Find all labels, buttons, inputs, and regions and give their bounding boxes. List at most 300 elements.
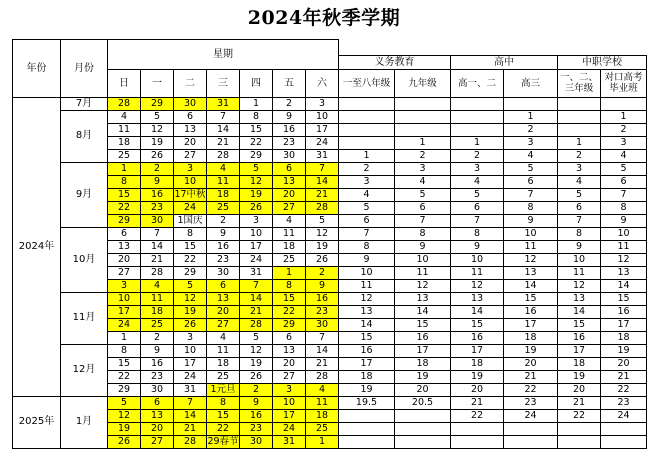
day-cell: 2 xyxy=(141,331,174,344)
day-cell: 18 xyxy=(306,409,339,422)
day-cell: 8 xyxy=(174,227,207,240)
day-cell: 11 xyxy=(141,292,174,305)
table-row xyxy=(13,110,647,123)
week-number-cell: 16 xyxy=(504,305,558,318)
day-cell: 22 xyxy=(240,136,273,149)
week-number-cell: 23 xyxy=(601,396,647,409)
day-cell: 24 xyxy=(108,318,141,331)
week-number-cell: 2 xyxy=(451,149,504,162)
week-number-cell: 3 xyxy=(504,136,558,149)
day-cell: 27 xyxy=(207,318,240,331)
week-number-cell: 10 xyxy=(395,253,451,266)
week-number-cell xyxy=(558,97,601,110)
day-cell: 3 xyxy=(306,97,339,110)
weekday-header: 四 xyxy=(240,69,273,97)
day-cell: 23 xyxy=(240,422,273,435)
day-cell: 4 xyxy=(207,162,240,175)
week-number-cell: 1 xyxy=(601,110,647,123)
table-row xyxy=(13,422,647,435)
week-number-cell: 9 xyxy=(558,240,601,253)
month-cell: 10月 xyxy=(61,227,108,292)
day-cell: 17 xyxy=(273,409,306,422)
day-cell: 19 xyxy=(240,357,273,370)
day-cell: 29春节 xyxy=(207,435,239,447)
week-number-cell: 22 xyxy=(558,409,601,422)
day-cell: 2 xyxy=(240,383,273,396)
week-number-cell: 13 xyxy=(451,292,504,305)
day-cell: 25 xyxy=(273,253,306,266)
week-number-cell: 14 xyxy=(451,305,504,318)
day-cell: 28 xyxy=(306,370,339,383)
day-cell: 9 xyxy=(141,175,174,188)
table-row xyxy=(13,370,647,383)
week-number-cell: 13 xyxy=(339,305,395,318)
day-cell: 25 xyxy=(306,422,339,435)
week-number-cell: 13 xyxy=(558,292,601,305)
month-cell: 7月 xyxy=(61,97,108,110)
day-cell: 11 xyxy=(273,227,306,240)
day-cell: 9 xyxy=(240,396,273,409)
week-number-cell: 24 xyxy=(601,409,647,422)
week-number-cell: 13 xyxy=(601,266,647,279)
table-row xyxy=(13,188,647,201)
week-number-cell: 18 xyxy=(601,331,647,344)
week-number-cell: 15 xyxy=(339,331,395,344)
week-number-cell: 13 xyxy=(395,292,451,305)
week-number-cell: 7 xyxy=(558,214,601,227)
week-number-cell: 20 xyxy=(558,383,601,396)
day-cell: 29 xyxy=(174,266,207,279)
day-cell: 10 xyxy=(174,344,207,357)
day-cell: 13 xyxy=(207,292,240,305)
day-cell: 5 xyxy=(141,110,174,123)
week-number-cell: 11 xyxy=(395,266,451,279)
day-cell: 14 xyxy=(141,240,174,253)
table-row xyxy=(13,214,647,227)
day-cell: 7 xyxy=(306,162,339,175)
week-number-cell xyxy=(451,435,504,448)
sub-header-senior3: 高三 xyxy=(504,69,558,97)
day-cell: 25 xyxy=(108,149,141,162)
day-cell: 14 xyxy=(174,409,207,422)
week-number-cell: 6 xyxy=(504,175,558,188)
day-cell: 16 xyxy=(207,240,240,253)
day-cell: 19 xyxy=(240,188,273,201)
calendar-table xyxy=(12,39,647,449)
day-cell: 23 xyxy=(141,201,174,214)
day-cell: 14 xyxy=(240,292,273,305)
day-cell: 1国庆 xyxy=(174,214,207,227)
day-cell: 22 xyxy=(108,370,141,383)
week-number-cell: 3 xyxy=(395,162,451,175)
day-cell: 8 xyxy=(108,344,141,357)
day-cell: 27 xyxy=(174,149,207,162)
week-number-cell xyxy=(395,435,451,448)
table-row xyxy=(13,123,647,136)
day-cell: 1 xyxy=(306,435,339,448)
week-number-cell: 10 xyxy=(601,227,647,240)
week-number-cell: 4 xyxy=(504,149,558,162)
day-cell: 30 xyxy=(141,214,174,227)
day-cell: 12 xyxy=(108,409,141,422)
day-cell: 29 xyxy=(273,318,306,331)
week-number-cell: 18 xyxy=(558,357,601,370)
day-cell: 24 xyxy=(273,422,306,435)
week-number-cell: 2 xyxy=(558,149,601,162)
day-cell: 1 xyxy=(108,331,141,344)
week-number-cell: 14 xyxy=(601,279,647,292)
day-cell: 8 xyxy=(273,279,306,292)
week-number-cell: 7 xyxy=(601,188,647,201)
day-cell: 15 xyxy=(174,240,207,253)
day-cell: 17 xyxy=(240,240,273,253)
week-number-cell: 3 xyxy=(339,175,395,188)
week-number-cell xyxy=(601,97,647,110)
week-number-cell: 19 xyxy=(451,370,504,383)
day-cell: 20 xyxy=(273,357,306,370)
week-number-cell: 3 xyxy=(451,162,504,175)
week-number-cell: 14 xyxy=(339,318,395,331)
week-number-cell: 3 xyxy=(558,162,601,175)
week-number-cell: 16 xyxy=(451,331,504,344)
day-cell: 1 xyxy=(108,162,141,175)
day-cell: 23 xyxy=(306,305,339,318)
week-number-cell xyxy=(601,435,647,448)
weekday-header: 一 xyxy=(141,69,174,97)
day-cell: 19 xyxy=(141,136,174,149)
table-row xyxy=(13,253,647,266)
week-number-cell: 14 xyxy=(558,305,601,318)
week-number-cell xyxy=(339,136,395,149)
day-cell: 8 xyxy=(108,175,141,188)
week-number-cell: 9 xyxy=(339,253,395,266)
week-number-cell: 15 xyxy=(601,292,647,305)
week-number-cell: 16 xyxy=(601,305,647,318)
week-number-cell: 21 xyxy=(558,396,601,409)
day-cell: 21 xyxy=(306,188,339,201)
week-number-cell: 17 xyxy=(339,357,395,370)
week-number-cell: 18 xyxy=(395,357,451,370)
week-number-cell xyxy=(339,123,395,136)
week-number-cell xyxy=(395,409,451,422)
day-cell: 6 xyxy=(273,331,306,344)
day-cell: 21 xyxy=(306,357,339,370)
month-header: 月份 xyxy=(61,40,108,98)
day-cell: 28 xyxy=(306,201,339,214)
week-number-cell: 21 xyxy=(601,370,647,383)
week-number-cell: 5 xyxy=(451,188,504,201)
day-cell: 12 xyxy=(174,292,207,305)
day-cell: 31 xyxy=(207,97,240,110)
week-number-cell xyxy=(395,422,451,435)
day-cell: 9 xyxy=(273,110,306,123)
day-cell: 6 xyxy=(108,227,141,240)
day-cell: 8 xyxy=(240,110,273,123)
day-cell: 5 xyxy=(174,279,207,292)
day-cell: 27 xyxy=(273,201,306,214)
day-cell: 5 xyxy=(240,331,273,344)
week-number-cell: 20 xyxy=(601,357,647,370)
day-cell: 28 xyxy=(207,149,240,162)
day-cell: 16 xyxy=(273,123,306,136)
week-number-cell: 11 xyxy=(601,240,647,253)
table-row xyxy=(13,149,647,162)
week-number-cell: 5 xyxy=(601,162,647,175)
day-cell: 17 xyxy=(306,123,339,136)
day-cell: 25 xyxy=(207,201,240,214)
week-number-cell: 12 xyxy=(601,253,647,266)
week-number-cell: 11 xyxy=(451,266,504,279)
day-cell: 4 xyxy=(108,110,141,123)
day-cell: 14 xyxy=(207,123,240,136)
day-cell: 15 xyxy=(207,409,240,422)
day-cell: 22 xyxy=(273,305,306,318)
week-number-cell: 20 xyxy=(395,383,451,396)
day-cell: 11 xyxy=(108,123,141,136)
week-number-cell: 16 xyxy=(339,344,395,357)
day-cell: 2 xyxy=(207,214,240,227)
week-number-cell: 1 xyxy=(558,136,601,149)
table-row xyxy=(13,331,647,344)
month-cell: 9月 xyxy=(61,162,108,227)
day-cell: 26 xyxy=(174,318,207,331)
week-number-cell xyxy=(395,123,451,136)
day-cell: 21 xyxy=(141,253,174,266)
day-cell: 31 xyxy=(306,149,339,162)
day-cell: 30 xyxy=(240,435,273,448)
week-number-cell: 2 xyxy=(339,162,395,175)
week-number-cell: 20.5 xyxy=(395,396,451,409)
week-number-cell xyxy=(395,97,451,110)
day-cell: 10 xyxy=(108,292,141,305)
day-cell: 3 xyxy=(174,331,207,344)
week-number-cell: 9 xyxy=(395,240,451,253)
day-cell: 4 xyxy=(207,331,240,344)
week-number-cell: 18 xyxy=(451,357,504,370)
day-cell: 14 xyxy=(306,344,339,357)
day-cell: 4 xyxy=(273,214,306,227)
table-row xyxy=(13,383,647,396)
day-cell: 11 xyxy=(207,344,240,357)
day-cell: 17 xyxy=(108,305,141,318)
day-cell: 3 xyxy=(240,214,273,227)
day-cell: 4 xyxy=(306,383,339,396)
day-cell: 21 xyxy=(207,136,240,149)
week-number-cell: 9 xyxy=(451,240,504,253)
week-number-cell xyxy=(504,435,558,448)
week-number-cell: 22 xyxy=(451,409,504,422)
table-row xyxy=(13,175,647,188)
day-cell: 30 xyxy=(273,149,306,162)
day-cell: 21 xyxy=(174,422,207,435)
week-number-cell: 5 xyxy=(339,201,395,214)
day-cell: 1元旦 xyxy=(207,383,240,396)
day-cell: 24 xyxy=(174,201,207,214)
table-row xyxy=(13,318,647,331)
day-cell: 18 xyxy=(207,357,240,370)
weekday-header: 三 xyxy=(207,69,240,97)
week-number-cell: 15 xyxy=(395,318,451,331)
day-cell: 26 xyxy=(240,201,273,214)
day-cell: 18 xyxy=(141,305,174,318)
week-number-cell: 11 xyxy=(558,266,601,279)
day-cell: 15 xyxy=(108,357,141,370)
day-cell: 23 xyxy=(207,253,240,266)
day-cell: 3 xyxy=(273,383,306,396)
table-row xyxy=(13,227,647,240)
day-cell: 6 xyxy=(174,110,207,123)
week-number-cell: 7 xyxy=(451,214,504,227)
week-number-cell: 1 xyxy=(339,149,395,162)
week-number-cell: 15 xyxy=(504,292,558,305)
week-number-cell: 19 xyxy=(558,370,601,383)
table-row xyxy=(13,240,647,253)
week-number-cell xyxy=(339,97,395,110)
week-number-cell xyxy=(601,422,647,435)
week-number-cell xyxy=(339,435,395,448)
week-number-cell: 17 xyxy=(451,344,504,357)
day-cell: 13 xyxy=(174,123,207,136)
day-cell: 2 xyxy=(273,97,306,110)
week-number-cell: 4 xyxy=(601,149,647,162)
week-number-cell: 4 xyxy=(395,175,451,188)
table-row xyxy=(13,305,647,318)
table-row xyxy=(13,396,647,409)
week-number-cell xyxy=(558,110,601,123)
week-number-cell xyxy=(504,422,558,435)
week-number-cell: 19 xyxy=(395,370,451,383)
year-header: 年份 xyxy=(13,40,61,98)
week-number-cell xyxy=(395,110,451,123)
week-number-cell: 12 xyxy=(395,279,451,292)
day-cell: 10 xyxy=(240,227,273,240)
weekday-header: 日 xyxy=(108,69,141,97)
group-header-vocational: 中职学校 xyxy=(558,55,647,69)
month-cell: 8月 xyxy=(61,110,108,162)
week-number-cell: 2 xyxy=(504,123,558,136)
day-cell: 10 xyxy=(306,110,339,123)
week-number-cell: 22 xyxy=(601,383,647,396)
day-cell: 13 xyxy=(273,175,306,188)
sub-header-grade9: 九年级 xyxy=(395,69,451,97)
week-header: 星期 xyxy=(108,40,339,70)
day-cell: 20 xyxy=(174,136,207,149)
week-number-cell xyxy=(451,97,504,110)
table-row xyxy=(13,201,647,214)
week-number-cell: 14 xyxy=(395,305,451,318)
table-row xyxy=(13,344,647,357)
day-cell: 24 xyxy=(240,253,273,266)
day-cell: 26 xyxy=(306,253,339,266)
week-number-cell: 2 xyxy=(601,123,647,136)
day-cell: 23 xyxy=(273,136,306,149)
week-number-cell: 15 xyxy=(451,318,504,331)
week-number-cell: 20 xyxy=(504,357,558,370)
day-cell: 9 xyxy=(207,227,240,240)
day-cell: 20 xyxy=(207,305,240,318)
day-cell: 30 xyxy=(306,318,339,331)
week-number-cell: 20 xyxy=(451,383,504,396)
week-number-cell: 23 xyxy=(504,396,558,409)
week-number-cell: 4 xyxy=(558,175,601,188)
week-number-cell: 5 xyxy=(558,188,601,201)
day-cell: 31 xyxy=(174,383,207,396)
day-cell: 12 xyxy=(240,175,273,188)
day-cell: 7 xyxy=(141,227,174,240)
week-number-cell: 8 xyxy=(504,201,558,214)
day-cell: 26 xyxy=(240,370,273,383)
day-cell: 5 xyxy=(108,396,141,409)
table-row xyxy=(13,409,647,422)
day-cell: 16 xyxy=(141,188,174,201)
day-cell: 7 xyxy=(207,110,240,123)
year-cell: 2024年 xyxy=(13,97,61,396)
day-cell: 16 xyxy=(306,292,339,305)
week-number-cell: 4 xyxy=(451,175,504,188)
weekday-header: 六 xyxy=(306,69,339,97)
day-cell: 17 xyxy=(174,357,207,370)
day-cell: 26 xyxy=(141,149,174,162)
day-cell: 28 xyxy=(141,266,174,279)
week-number-cell: 10 xyxy=(339,266,395,279)
sub-header-vocational-grad: 对口高考毕业班 xyxy=(601,69,647,97)
day-cell: 16 xyxy=(240,409,273,422)
week-number-cell: 12 xyxy=(504,253,558,266)
year-cell: 2025年 xyxy=(13,396,61,448)
day-cell: 15 xyxy=(240,123,273,136)
week-number-cell: 4 xyxy=(339,188,395,201)
week-number-cell: 1 xyxy=(451,136,504,149)
week-number-cell xyxy=(504,97,558,110)
week-number-cell: 14 xyxy=(504,279,558,292)
day-cell: 7 xyxy=(306,331,339,344)
week-number-cell: 18 xyxy=(339,370,395,383)
day-cell: 23 xyxy=(141,370,174,383)
week-number-cell: 19.5 xyxy=(339,396,395,409)
table-row xyxy=(13,292,647,305)
week-number-cell xyxy=(339,409,395,422)
month-cell: 1月 xyxy=(61,396,108,448)
week-number-cell: 6 xyxy=(601,175,647,188)
day-cell: 11 xyxy=(306,396,339,409)
day-cell: 27 xyxy=(141,435,174,448)
day-cell: 18 xyxy=(273,240,306,253)
week-number-cell xyxy=(339,110,395,123)
day-cell: 17中秋 xyxy=(174,188,206,200)
week-number-cell: 16 xyxy=(558,331,601,344)
day-cell: 25 xyxy=(207,370,240,383)
week-number-cell: 24 xyxy=(504,409,558,422)
day-cell: 1 xyxy=(240,97,273,110)
week-number-cell: 11 xyxy=(339,279,395,292)
day-cell: 3 xyxy=(174,162,207,175)
day-cell: 22 xyxy=(108,201,141,214)
week-number-cell: 19 xyxy=(601,344,647,357)
day-cell: 13 xyxy=(141,409,174,422)
table-row xyxy=(13,136,647,149)
day-cell: 30 xyxy=(141,383,174,396)
day-cell: 19 xyxy=(306,240,339,253)
week-number-cell: 6 xyxy=(451,201,504,214)
month-cell: 12月 xyxy=(61,344,108,396)
sub-header-vocational123: 一、二、三年级 xyxy=(558,69,601,97)
day-cell: 27 xyxy=(273,370,306,383)
week-number-cell: 17 xyxy=(601,318,647,331)
page-title: 2024年秋季学期 xyxy=(247,7,401,29)
day-cell: 24 xyxy=(174,370,207,383)
week-number-cell: 2 xyxy=(395,149,451,162)
day-cell: 13 xyxy=(273,344,306,357)
